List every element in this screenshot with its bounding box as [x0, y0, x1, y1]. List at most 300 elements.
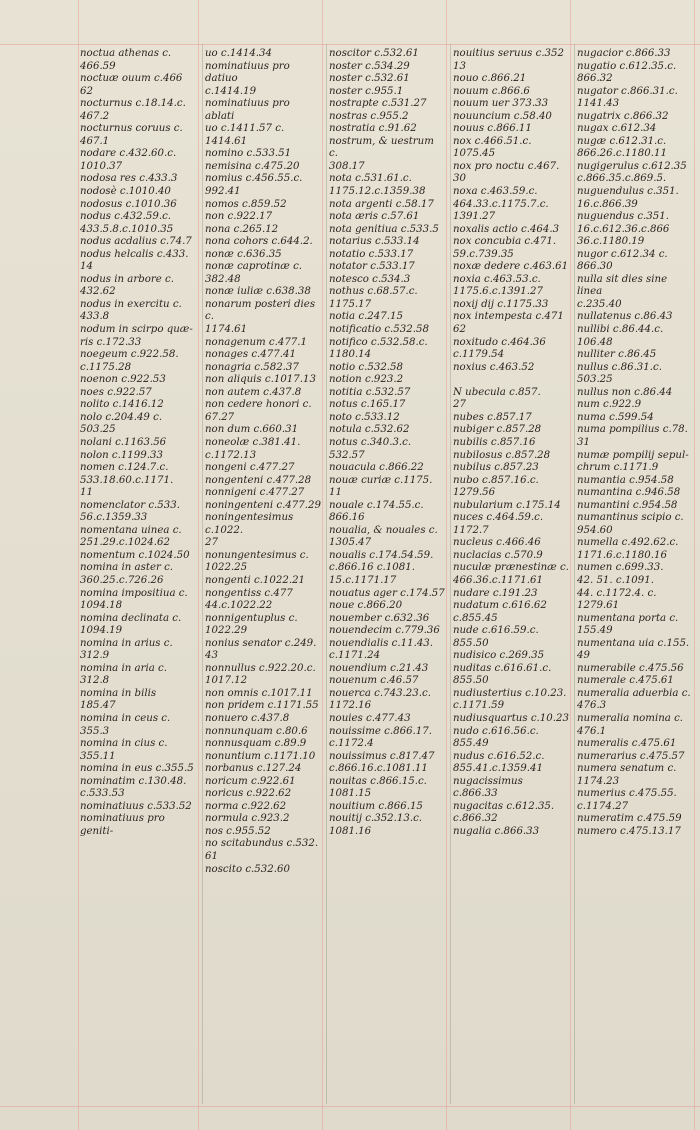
index-entry: 433.5.8.c.1010.35	[80, 223, 174, 235]
index-entry: nona cohors c.644.2.	[205, 236, 313, 248]
index-entry: nomen c.124.7.c.	[80, 462, 169, 474]
index-entry: ris c.172.33	[80, 336, 142, 348]
index-entry: nouenum c.46.57	[329, 675, 419, 687]
index-entry: noxij dij c.1175.33	[453, 298, 549, 310]
index-entry: 467.1	[80, 135, 110, 147]
index-entry: nomina in arius c.	[80, 637, 173, 649]
index-entry: noster c.532.61	[329, 73, 410, 85]
index-entry: 855.49	[453, 738, 489, 750]
index-entry: nonnunquam c.80.6	[205, 725, 308, 737]
index-entry: nugatrix c.866.32	[577, 110, 669, 122]
index-entry: nouæ curiæ c.1175.	[329, 474, 433, 486]
index-entry: nullibi c.86.44.c.	[577, 324, 664, 336]
index-entry: nonius senator c.249.	[205, 637, 317, 649]
index-entry: nonnusquam c.89.9	[205, 738, 307, 750]
index-entry: 30	[453, 173, 466, 185]
index-entry: nugacitas c.612.35.	[453, 800, 555, 812]
index-entry: non c.922.17	[205, 211, 273, 223]
index-entry: 476.3	[577, 700, 607, 712]
index-entry: 360.25.c.726.26	[80, 574, 164, 586]
index-entry: nolito c.1416.12	[80, 399, 164, 411]
index-entry: nonæ caprotinæ c.	[205, 261, 303, 273]
index-entry: noto c.533.12	[329, 411, 400, 423]
index-entry: uo c.1414.34	[205, 48, 273, 59]
index-entry: nouissimus c.817.47	[329, 750, 435, 762]
index-entry: nos c.955.52	[205, 825, 271, 837]
index-entry: c.1171.24	[329, 650, 381, 662]
index-entry: notula c.532.62	[329, 424, 410, 436]
index-entry: nouitij c.352.13.c.	[329, 813, 423, 825]
index-entry: 16.c.612.36.c.866	[577, 223, 670, 235]
index-entry: numeralia aduerbia c.	[577, 687, 691, 699]
index-entry: nouitas c.866.15.c.	[329, 775, 427, 787]
index-entry: 503.25	[80, 424, 116, 436]
index-entry: nostras c.955.2	[329, 110, 409, 122]
index-entry: nodum in scirpo quæ-	[80, 324, 193, 336]
index-entry: nomina in aria c.	[80, 662, 168, 674]
index-entry: nugigerulus c.612.35	[577, 160, 687, 172]
index-entry: numa c.599.54	[577, 411, 654, 423]
index-entry: 1175.17	[329, 298, 372, 310]
index-entry: 185.47	[80, 700, 116, 712]
index-column-1	[78, 44, 202, 1104]
index-entry: non pridem c.1171.55	[205, 700, 319, 712]
index-entry: 1141.43	[577, 98, 620, 110]
index-entry: numerale c.475.61	[577, 675, 674, 687]
index-entry: nuclacias c.570.9	[453, 549, 543, 561]
index-entry: nouendialis c.11.43.	[329, 637, 434, 649]
index-entry: numæ pompilij sepul-	[577, 449, 689, 461]
index-entry: nudisico c.269.35	[453, 650, 545, 662]
index-entry: numentana porta c.	[577, 612, 679, 624]
index-entry: nuguendulus c.351.	[577, 186, 679, 198]
index-entry: nudiusquartus c.10.23	[453, 712, 569, 724]
index-entry: c.1172.4	[329, 738, 374, 750]
index-entry: 1022.25	[205, 562, 248, 574]
index-entry: nodus acdalius c.74.7	[80, 236, 192, 248]
index-entry: noxius c.463.52	[453, 361, 535, 373]
index-entry: normula c.923.2	[205, 813, 290, 825]
index-entry: 251.29.c.1024.62	[80, 537, 170, 549]
index-entry: nonæ iuliæ c.638.38	[205, 286, 311, 298]
index-entry: noctua athenas c.	[80, 48, 172, 59]
index-entry: numeratim c.475.59	[577, 813, 682, 825]
index-entry: 1414.61	[205, 135, 248, 147]
index-entry: non autem c.437.8	[205, 386, 302, 398]
index-entry: noxalis actio c.464.3	[453, 223, 560, 235]
index-entry: 49	[577, 650, 590, 662]
index-entry: numella c.492.62.c.	[577, 537, 679, 549]
index-entry: no scitabundus c.532.	[205, 838, 319, 850]
index-entry: 1174.23	[577, 775, 620, 787]
index-entry: numeralia nomina c.	[577, 712, 684, 724]
index-entry: 1279.56	[453, 487, 496, 499]
index-entry: nugatio c.612.35.c.	[577, 60, 677, 72]
index-entry: nouum uer 373.33	[453, 98, 549, 110]
index-entry: 433.8	[80, 311, 110, 323]
index-entry: nouuncium c.58.40	[453, 110, 552, 122]
index-entry: nominatiuus c.533.52	[80, 800, 192, 812]
index-entry: numantia c.954.58	[577, 474, 674, 486]
index-entry: non dum c.660.31	[205, 424, 299, 436]
index-entry: nubilis c.857.16	[453, 436, 536, 448]
index-entry: 16.c.866.39	[577, 198, 638, 210]
index-entry: nouember c.632.36	[329, 612, 430, 624]
index-entry: norbanus c.127.24	[205, 763, 302, 775]
index-entry: nubularium c.175.14	[453, 499, 561, 511]
index-entry: nubilus c.857.23	[453, 462, 539, 474]
index-entry: notio c.532.58	[329, 361, 404, 373]
index-entry: 1075.45	[453, 148, 496, 160]
index-entry: nomino c.533.51	[205, 148, 292, 160]
index-entry: nomina in bilis	[80, 687, 157, 699]
index-entry: 31	[577, 436, 590, 448]
index-entry: 533.18.60.c.1171.	[80, 474, 174, 486]
index-entry: c.866.32	[453, 813, 498, 825]
index-entry: 866.30	[577, 261, 613, 273]
index-entry: chrum c.1171.9	[577, 462, 659, 474]
index-entry: c.1179.54	[453, 349, 505, 361]
index-entry: 62	[80, 85, 93, 97]
index-entry: 1175.6.c.1391.27	[453, 286, 543, 298]
index-entry: numantinus scipio c.	[577, 512, 684, 524]
index-entry: 476.1	[577, 725, 607, 737]
index-entry: non cedere honori c.	[205, 399, 312, 411]
index-entry: nostrum, & uestrum c.	[329, 135, 438, 160]
index-entry: nodus in arbore c.	[80, 273, 174, 285]
index-entry: nongentiss c.477	[205, 587, 293, 599]
index-entry: nuculæ prænestinæ c.	[453, 562, 569, 574]
index-entry: nonæ c.636.35	[205, 248, 282, 260]
index-entry: nucleus c.466.46	[453, 537, 541, 549]
index-entry: nomius c.456.55.c.	[205, 173, 303, 185]
index-entry: noes c.922.57	[80, 386, 152, 398]
index-column-5	[574, 44, 698, 1104]
index-entry: nouitius seruus c.352	[453, 48, 564, 59]
index-entry: 1094.19	[80, 625, 123, 637]
index-entry: 43	[205, 650, 218, 662]
index-entry: nouatus ager c.174.57	[329, 587, 445, 599]
index-entry: 42. 51. c.1091.	[577, 574, 654, 586]
index-column-2	[202, 44, 326, 1104]
index-entry: c.855.45	[453, 612, 498, 624]
index-entry: nomina in eus c.355.5	[80, 763, 194, 775]
index-entry: noscito c.532.60	[205, 863, 290, 875]
index-entry: 866.26.c.1180.11	[577, 148, 667, 160]
index-entry: nouitium c.866.15	[329, 800, 423, 812]
index-entry: nomenclator c.533.	[80, 499, 180, 511]
index-entry: numentana uia c.155.	[577, 637, 690, 649]
index-entry: nugor c.612.34 c.	[577, 248, 668, 260]
index-entry: noxitudo c.464.36	[453, 336, 546, 348]
index-entry: c.1174.27	[577, 800, 629, 812]
index-entry: notitia c.532.57	[329, 386, 411, 398]
index-entry: numero c.475.13.17	[577, 825, 681, 837]
index-entry: nugator c.866.31.c.	[577, 85, 678, 97]
index-entry: nulla sit dies sine linea	[577, 273, 671, 298]
index-entry: nouum c.866.6	[453, 85, 530, 97]
index-entry: c.1171.59	[453, 700, 505, 712]
index-entry: 312.8	[80, 675, 110, 687]
index-entry: nonungentesimus c.	[205, 549, 309, 561]
index-entry: nuguendus c.351.	[577, 211, 669, 223]
index-entry: nonages c.477.41	[205, 349, 296, 361]
index-entry: nonuntium c.1171.10	[205, 750, 316, 762]
index-entry: nonagria c.582.37	[205, 361, 299, 373]
index-entry: c.1172.13	[205, 449, 257, 461]
index-entry	[453, 374, 570, 387]
index-entry: nuces c.464.59.c.	[453, 512, 544, 524]
index-entry: nodus helcalis c.433.	[80, 248, 189, 260]
index-entry: 14	[80, 261, 93, 273]
index-entry: nonarum posteri dies c.	[205, 298, 319, 323]
index-entry: 432.62	[80, 286, 116, 298]
index-entry: nodosus c.1010.36	[80, 198, 177, 210]
index-entry: 1175.12.c.1359.38	[329, 186, 426, 198]
index-entry: nodare c.432.60.c.	[80, 148, 177, 160]
index-entry: noneolæ c.381.41.	[205, 436, 301, 448]
index-entry: nemisina c.475.20	[205, 160, 300, 172]
index-entry: nomentana uinea c.	[80, 524, 182, 536]
index-entry: noningenteni c.477.29	[205, 499, 321, 511]
index-entry: 1172.7	[453, 524, 489, 536]
index-entry: 13	[453, 60, 466, 72]
index-entry: numa pompilius c.78.	[577, 424, 688, 436]
index-entry: nona c.265.12	[205, 223, 279, 235]
index-entry: nodus c.432.59.c.	[80, 211, 172, 223]
index-entry: nugacior c.866.33	[577, 48, 671, 59]
index-entry: num c.922.9	[577, 399, 642, 411]
index-entry: nodus in exercitu c.	[80, 298, 182, 310]
index-entry: 355.3	[80, 725, 110, 737]
index-entry: 1081.15	[329, 788, 372, 800]
index-entry: nox pro noctu c.467.	[453, 160, 560, 172]
index-entry: 1305.47	[329, 537, 372, 549]
index-entry: nomentum c.1024.50	[80, 549, 190, 561]
index-entry: 308.17	[329, 160, 365, 172]
index-entry: nonagenum c.477.1	[205, 336, 308, 348]
index-entry: nomina in cius c.	[80, 738, 168, 750]
index-entry: 1094.18	[80, 600, 123, 612]
index-entry: nox intempesta c.471	[453, 311, 564, 323]
index-entry: 855.41.c.1359.41	[453, 763, 543, 775]
index-entry: nominatim c.130.48.	[80, 775, 187, 787]
index-entry: notus c.165.17	[329, 399, 406, 411]
index-entry: 59.c.739.35	[453, 248, 514, 260]
index-entry: c.866.16 c.1081.	[329, 562, 415, 574]
index-entry: noricus c.922.62	[205, 788, 292, 800]
index-entry: 355.11	[80, 750, 116, 762]
index-entry: nudo c.616.56.c.	[453, 725, 539, 737]
index-entry: numeralis c.475.61	[577, 738, 677, 750]
index-entry: nudatum c.616.62	[453, 600, 547, 612]
index-entry: nominatiuus pro geniti-	[80, 813, 168, 837]
index-entry: nouacula c.866.22	[329, 462, 424, 474]
index-entry: nostratia c.91.62	[329, 123, 417, 135]
index-entry: nomina impositiua c.	[80, 587, 188, 599]
index-entry: nomina declinata c.	[80, 612, 182, 624]
index-entry: nominatiuus pro ablati	[205, 98, 293, 122]
index-entry: nude c.616.59.c.	[453, 625, 539, 637]
index-entry: nonnullus c.922.20.c.	[205, 662, 316, 674]
index-entry: noenon c.922.53	[80, 374, 166, 386]
index-entry: 62	[453, 324, 466, 336]
index-entry: nostrapte c.531.27	[329, 98, 427, 110]
index-entry: nomos c.859.52	[205, 198, 287, 210]
index-entry: 1172.16	[329, 700, 372, 712]
index-entry: 27	[205, 537, 218, 549]
index-entry: noscitor c.532.61	[329, 48, 419, 59]
index-entry: 855.50	[453, 637, 489, 649]
index-entry: c.533.53	[80, 788, 125, 800]
index-entry: nouo c.866.21	[453, 73, 527, 85]
index-entry: notatio c.533.17	[329, 248, 414, 260]
index-entry: nox c.466.51.c.	[453, 135, 532, 147]
index-entry: 67.27	[205, 411, 235, 423]
index-entry: noualis c.174.54.59.	[329, 549, 434, 561]
index-entry: nota æris c.57.61	[329, 211, 420, 223]
index-entry: notia c.247.15	[329, 311, 403, 323]
index-entry: nox concubia c.471.	[453, 236, 557, 248]
index-entry: nodosa res c.433.3	[80, 173, 178, 185]
index-entry: numerius c.475.55.	[577, 788, 677, 800]
index-entry: nota genitiua c.533.5	[329, 223, 439, 235]
index-entry: nolo c.204.49 c.	[80, 411, 163, 423]
index-entry: 44. c.1172.4. c.	[577, 587, 657, 599]
index-entry: nota c.531.61.c.	[329, 173, 412, 185]
index-entry: nouendium c.21.43	[329, 662, 429, 674]
index-entry: noegeum c.922.58.	[80, 349, 179, 361]
index-entry: 1391.27	[453, 211, 496, 223]
index-entry: nolon c.1199.33	[80, 449, 163, 461]
index-entry: nomina in aster c.	[80, 562, 174, 574]
index-entry: nullus non c.86.44	[577, 386, 673, 398]
index-entry: c.1414.19	[205, 85, 257, 97]
index-entry: 11	[80, 487, 93, 499]
index-entry: 11	[329, 487, 342, 499]
index-entry: noster c.534.29	[329, 60, 410, 72]
index-entry: 155.49	[577, 625, 613, 637]
index-entry: numerarius c.475.57	[577, 750, 685, 762]
index-column-3	[326, 44, 450, 1104]
index-entry: nota argenti c.58.17	[329, 198, 434, 210]
index-entry: nonnigeni c.477.27	[205, 487, 305, 499]
index-entry: uo c.1411.57 c.	[205, 123, 285, 135]
index-entry: 27	[453, 399, 466, 411]
index-entry: 855.50	[453, 675, 489, 687]
index-entry: nodosè c.1010.40	[80, 186, 171, 198]
index-entry: numantina c.946.58	[577, 487, 681, 499]
index-entry: c.866.16.c.1081.11	[329, 763, 428, 775]
index-entry: 954.60	[577, 524, 613, 536]
index-entry: nullus c.86.31.c.	[577, 361, 662, 373]
index-entry: 1010.37	[80, 160, 123, 172]
index-entry: nouale c.174.55.c.	[329, 499, 424, 511]
index-entry: 467.2	[80, 110, 110, 122]
index-entry: 106.48	[577, 336, 613, 348]
index-entry: 1174.61	[205, 324, 248, 336]
index-entry: nongenteni c.477.28	[205, 474, 312, 486]
index-entry: noctuæ ouum c.466	[80, 73, 183, 85]
index-entry: nuditas c.616.61.c.	[453, 662, 552, 674]
index-entry: nullatenus c.86.43	[577, 311, 673, 323]
index-entry: nominatiuus pro datiuo	[205, 60, 293, 85]
index-entry: noxia c.463.53.c.	[453, 273, 541, 285]
index-entry: notus c.340.3.c.	[329, 436, 412, 448]
index-entry: noue c.866.20	[329, 600, 403, 612]
index-entry: nocturnus c.18.14.c.	[80, 98, 186, 110]
index-entry: 466.36.c.1171.61	[453, 574, 543, 586]
index-entry: c.235.40	[577, 298, 622, 310]
index-entry: nonuero c.437.8	[205, 712, 290, 724]
index-entry: 1017.12	[205, 675, 248, 687]
index-entry: nugæ c.612.31.c.	[577, 135, 667, 147]
index-entry: 36.c.1180.19	[577, 236, 645, 248]
index-entry: nouissime c.866.17.	[329, 725, 432, 737]
index-entry: 866.16	[329, 512, 365, 524]
index-entry: nouus c.866.11	[453, 123, 532, 135]
index-entry: nugax c.612.34	[577, 123, 657, 135]
index-entry: 382.48	[205, 273, 241, 285]
index-entry: noricum c.922.61	[205, 775, 296, 787]
index-entry: 1180.14	[329, 349, 372, 361]
index-entry: nonnigentuplus c.	[205, 612, 298, 624]
index-entry: non omnis c.1017.11	[205, 687, 313, 699]
index-entry: noster c.955.1	[329, 85, 404, 97]
index-entry: 464.33.c.1175.7.c.	[453, 198, 549, 210]
index-entry: 866.32	[577, 73, 613, 85]
index-entry: 1022.29	[205, 625, 248, 637]
index-entry: noualia, & nouales c.	[329, 524, 438, 536]
index-entry: nomina in ceus c.	[80, 712, 171, 724]
grid-line	[0, 1106, 700, 1107]
index-entry: 992.41	[205, 186, 241, 198]
index-entry: nubes c.857.17	[453, 411, 532, 423]
index-entry: 312.9	[80, 650, 110, 662]
index-entry: notifico c.532.58.c.	[329, 336, 428, 348]
index-entry: notificatio c.532.58	[329, 324, 429, 336]
index-entry: c.866.35.c.869.5.	[577, 173, 667, 185]
index-entry: non aliquis c.1017.13	[205, 374, 316, 386]
index-entry: nugalia c.866.33	[453, 825, 540, 837]
index-entry: 61	[205, 851, 218, 862]
index-entry: numantini c.954.58	[577, 499, 678, 511]
index-entry: 1081.16	[329, 825, 372, 837]
index-entry: nudus c.616.52.c.	[453, 750, 545, 762]
index-column-4	[450, 44, 574, 1104]
index-entry: nouendecim c.779.36	[329, 625, 440, 637]
index-entry: nugacissimus c.866.33	[453, 775, 527, 800]
index-entry: nouies c.477.43	[329, 712, 411, 724]
index-entry: 503.25	[577, 374, 613, 386]
index-entry: 56.c.1359.33	[80, 512, 148, 524]
index-entry: 1171.6.c.1180.16	[577, 549, 667, 561]
index-entry: notesco c.534.3	[329, 273, 411, 285]
index-entry: notion c.923.2	[329, 374, 404, 386]
index-entry: nouerca c.743.23.c.	[329, 687, 431, 699]
index-entry: nubilosus c.857.28	[453, 449, 551, 461]
index-entry: noningentesimus c.1022.	[205, 512, 297, 536]
index-entry: norma c.922.62	[205, 800, 287, 812]
index-entry: nolani c.1163.56	[80, 436, 167, 448]
index-entry: nubiger c.857.28	[453, 424, 542, 436]
index-entry: 15.c.1171.17	[329, 574, 397, 586]
index-entry: nongenti c.1022.21	[205, 574, 306, 586]
index-entry: numera senatum c.	[577, 763, 677, 775]
index-entry: notator c.533.17	[329, 261, 415, 273]
index-entry: noxa c.463.59.c.	[453, 186, 538, 198]
index-entry: numerabile c.475.56	[577, 662, 684, 674]
